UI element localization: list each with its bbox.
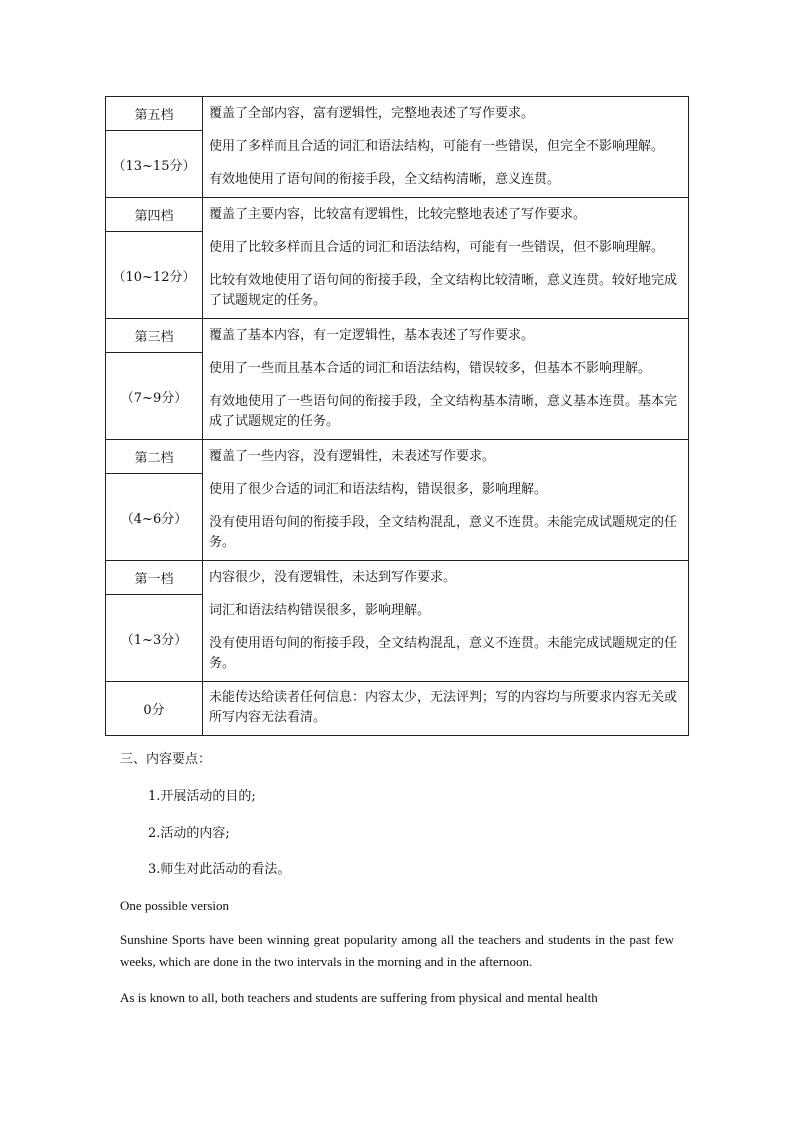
section-title: 三、内容要点： bbox=[120, 752, 212, 767]
band-line: 使用了多样而且合适的词汇和语法结构，可能有一些错误，但完全不影响理解。 bbox=[209, 138, 665, 154]
band-line: 覆盖了全部内容，富有逻辑性，完整地表述了写作要求。 bbox=[209, 105, 535, 121]
band-line: 使用了很少合适的词汇和语法结构，错误很多，影响理解。 bbox=[209, 481, 548, 497]
band-level: 第四档 bbox=[106, 198, 203, 232]
band-line: 有效地使用了一些语句间的衔接手段，全文结构基本清晰，意义基本连贯。基本完成了试题规定的任务。 bbox=[209, 393, 678, 429]
content-point: 1.开展活动的目的; bbox=[148, 789, 256, 804]
band-range: （1~3分） bbox=[106, 595, 203, 682]
band-description bbox=[203, 198, 689, 319]
band-description bbox=[203, 97, 689, 198]
band-zero-level: 0分 bbox=[106, 682, 203, 736]
content-point: 2.活动的内容; bbox=[148, 826, 230, 841]
essay-paragraph: As is known to all, both teachers and students are suffering from physical and mental health bbox=[120, 990, 598, 1005]
band-line: 覆盖了基本内容，有一定逻辑性，基本表述了写作要求。 bbox=[209, 327, 535, 343]
scoring-rubric-table bbox=[105, 96, 689, 736]
band-line: 覆盖了主要内容，比较富有逻辑性，比较完整地表述了写作要求。 bbox=[209, 206, 587, 222]
band-range: （13~15分） bbox=[106, 131, 203, 198]
band-description bbox=[203, 440, 689, 561]
band-zero-description bbox=[203, 682, 689, 736]
band-line: 未能传达给读者任何信息：内容太少，无法评判；写的内容均与所要求内容无关或所写内容无法看清。 bbox=[209, 690, 678, 725]
band-description bbox=[203, 319, 689, 440]
band-line: 没有使用语句间的衔接手段，全文结构混乱，意义不连贯。未能完成试题规定的任务。 bbox=[209, 514, 678, 550]
band-line: 使用了一些而且基本合适的词汇和语法结构，错误较多，但基本不影响理解。 bbox=[209, 360, 652, 376]
band-range: （10~12分） bbox=[106, 232, 203, 319]
band-description bbox=[203, 561, 689, 682]
content-point: 3.师生对此活动的看法。 bbox=[148, 862, 291, 877]
band-line: 使用了比较多样而且合适的词汇和语法结构，可能有一些错误，但不影响理解。 bbox=[209, 239, 665, 255]
band-line: 词汇和语法结构错误很多，影响理解。 bbox=[209, 602, 431, 618]
band-level: 第五档 bbox=[106, 97, 203, 131]
essay-paragraph: Sunshine Sports have been winning great popularity among all the teachers and students in the past few weeks, which are done in the two intervals in the morning and in the afternoon. bbox=[120, 932, 674, 969]
band-level: 第一档 bbox=[106, 561, 203, 595]
band-line: 没有使用语句间的衔接手段，全文结构混乱，意义不连贯。未能完成试题规定的任务。 bbox=[209, 635, 678, 671]
essay-label: One possible version bbox=[120, 898, 230, 913]
band-range: （7~9分） bbox=[106, 353, 203, 440]
band-line: 比较有效地使用了语句间的衔接手段，全文结构比较清晰，意义连贯。较好地完成了试题规定的任务。 bbox=[209, 272, 678, 308]
band-line: 内容很少，没有逻辑性，未达到写作要求。 bbox=[209, 569, 457, 585]
band-line: 有效地使用了语句间的衔接手段，全文结构清晰，意义连贯。 bbox=[209, 171, 561, 187]
band-level: 第二档 bbox=[106, 440, 203, 474]
band-line: 覆盖了一些内容，没有逻辑性，未表述写作要求。 bbox=[209, 448, 496, 464]
band-range: （4~6分） bbox=[106, 474, 203, 561]
band-level: 第三档 bbox=[106, 319, 203, 353]
